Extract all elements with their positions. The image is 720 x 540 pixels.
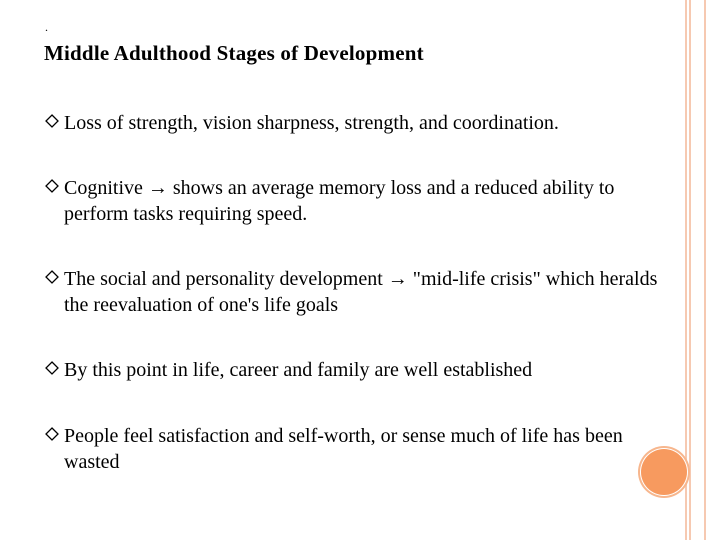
bullet-text: By this point in life, career and family are well established: [64, 359, 533, 381]
bullet-text: Cognitive → shows an average memory loss and a reduced ability to perform tasks requiring speed.: [64, 177, 615, 225]
bullet-text: The social and personality development → "mid-life crisis" which heralds the reevaluation of one's life goals: [64, 268, 658, 316]
hollow-diamond-bullet-icon: [40, 357, 64, 375]
hollow-diamond-bullet-icon: [40, 110, 64, 128]
bullet-item: [40, 266, 680, 318]
bullet-item: [40, 357, 680, 383]
bullet-item: [40, 110, 680, 136]
hollow-diamond-bullet-icon: [40, 423, 64, 441]
top-mark: .: [45, 20, 48, 34]
hollow-diamond-bullet-icon: [40, 175, 64, 193]
decorative-circle: [641, 449, 687, 495]
bullet-item: [40, 175, 680, 227]
bullet-text: Loss of strength, vision sharpness, strength, and coordination.: [64, 112, 559, 134]
bullet-item: [40, 423, 680, 475]
slide-title: Middle Adulthood Stages of Development: [44, 41, 424, 65]
hollow-diamond-bullet-icon: [40, 266, 64, 284]
bullet-text: People feel satisfaction and self-worth, or sense much of life has been wasted: [64, 425, 623, 473]
